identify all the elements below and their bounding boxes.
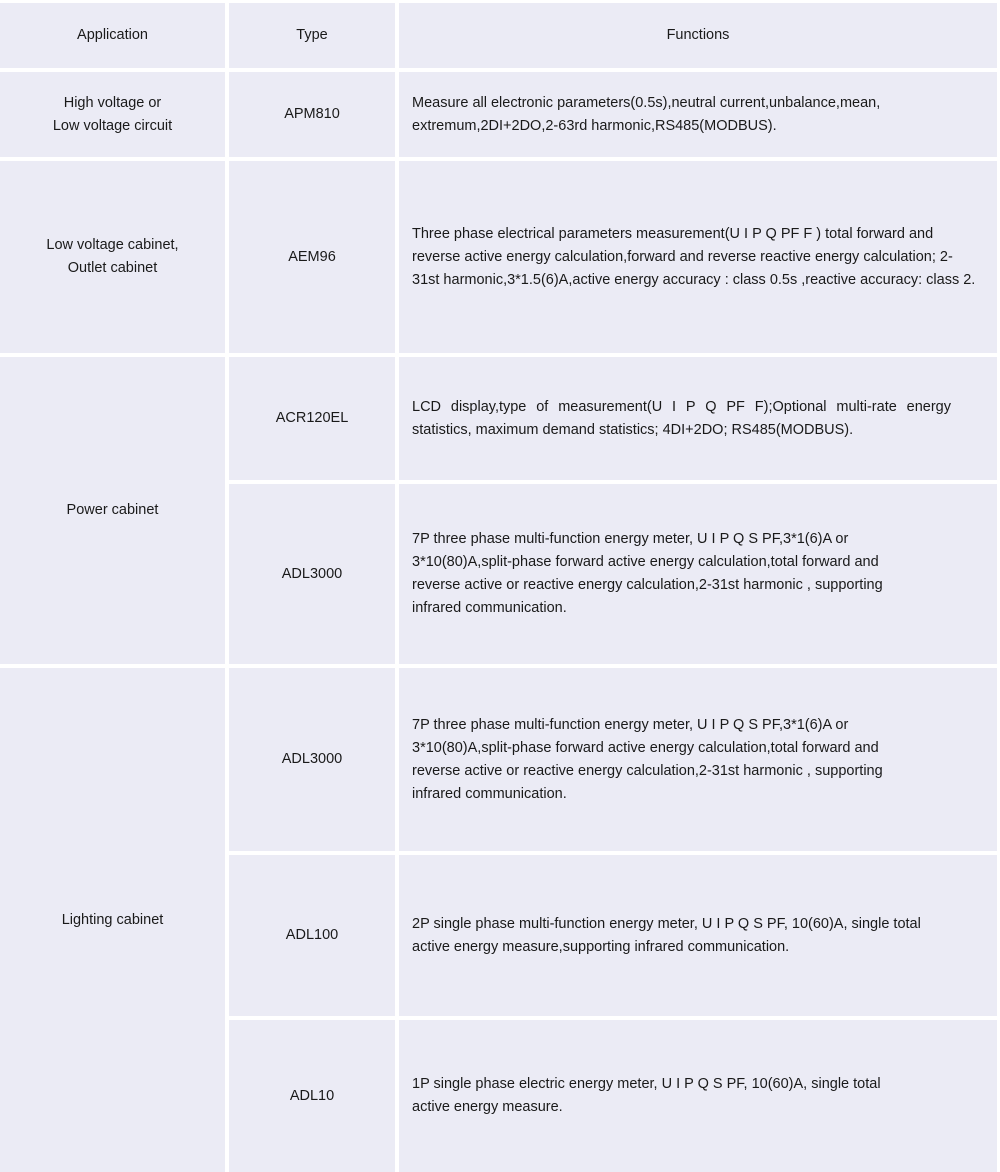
table-row-functions	[399, 161, 997, 353]
application-label: Low voltage cabinet, Outlet cabinet	[46, 237, 179, 276]
type-label: ADL3000	[281, 565, 343, 582]
table-row-application	[0, 668, 225, 1172]
application-label: Power cabinet	[66, 502, 159, 518]
header-functions-label: Functions	[666, 27, 730, 43]
type-label: ACR120EL	[275, 410, 349, 426]
functions-text: 7P three phase multi-function energy meter, U I P Q S PF,3*1(6)A or 3*10(80)A,split-phase forward active energy calculation,total forward and reverse active or reactive energy calculation,2-31st harmonic , supporting infrared communication.	[412, 716, 883, 802]
header-application	[0, 3, 225, 68]
table-row-type	[229, 1020, 395, 1172]
application-label: High voltage or Low voltage circuit	[52, 94, 173, 134]
type-label: APM810	[284, 106, 340, 122]
type-label: ADL100	[285, 927, 339, 943]
table-row-type	[229, 161, 395, 353]
header-type	[229, 3, 395, 68]
header-application-label: Application	[77, 27, 148, 43]
table-row-application	[0, 72, 225, 157]
table-row-functions	[399, 484, 997, 664]
application-label: Lighting cabinet	[61, 911, 164, 928]
table-row-type	[229, 72, 395, 157]
functions-text: 1P single phase electric energy meter, U I P Q S PF, 10(60)A, single total active energy measure.	[412, 1076, 881, 1115]
table-row-type	[229, 484, 395, 664]
header-functions	[399, 3, 997, 68]
functions-text: Three phase electrical parameters measurement(U I P Q PF F ) total forward and reverse active energy calculation,forward and reverse reactive energy calculation; 2-31st harmonic,3*1.5(6)A,active energy accuracy : class 0.5s ,reactive accuracy: class 2.	[412, 225, 976, 288]
type-label: AEM96	[288, 248, 336, 265]
type-label: ADL3000	[281, 751, 343, 767]
functions-text: LCD display,type of measurement(U I P Q PF F);Optional multi-rate energy statistics, maximum demand statistics; 4DI+2DO; RS485(MODBUS).	[412, 398, 951, 438]
table-row-functions	[399, 1020, 997, 1172]
table-row-type	[229, 357, 395, 480]
table-row-functions	[399, 668, 997, 851]
table-row-type	[229, 668, 395, 851]
table-row-functions	[399, 855, 997, 1016]
table-row-functions	[399, 72, 997, 157]
functions-text: Measure all electronic parameters(0.5s),neutral current,unbalance,mean, extremum,2DI+2DO,2-63rd harmonic,RS485(MODBUS).	[412, 94, 881, 134]
header-type-label: Type	[296, 27, 328, 43]
table-row-functions	[399, 357, 997, 480]
table-row-application	[0, 357, 225, 664]
functions-text: 2P single phase multi-function energy meter, U I P Q S PF, 10(60)A, single total active energy measure,supporting infrared communication.	[412, 915, 921, 955]
table-row-type	[229, 855, 395, 1016]
type-label: ADL10	[289, 1087, 335, 1104]
functions-text: 7P three phase multi-function energy meter, U I P Q S PF,3*1(6)A or 3*10(80)A,split-phase forward active energy calculation,total forward and reverse active or reactive energy calculation,2-31st harmonic , supporting infrared communication.	[412, 531, 883, 616]
table-row-application	[0, 161, 225, 353]
